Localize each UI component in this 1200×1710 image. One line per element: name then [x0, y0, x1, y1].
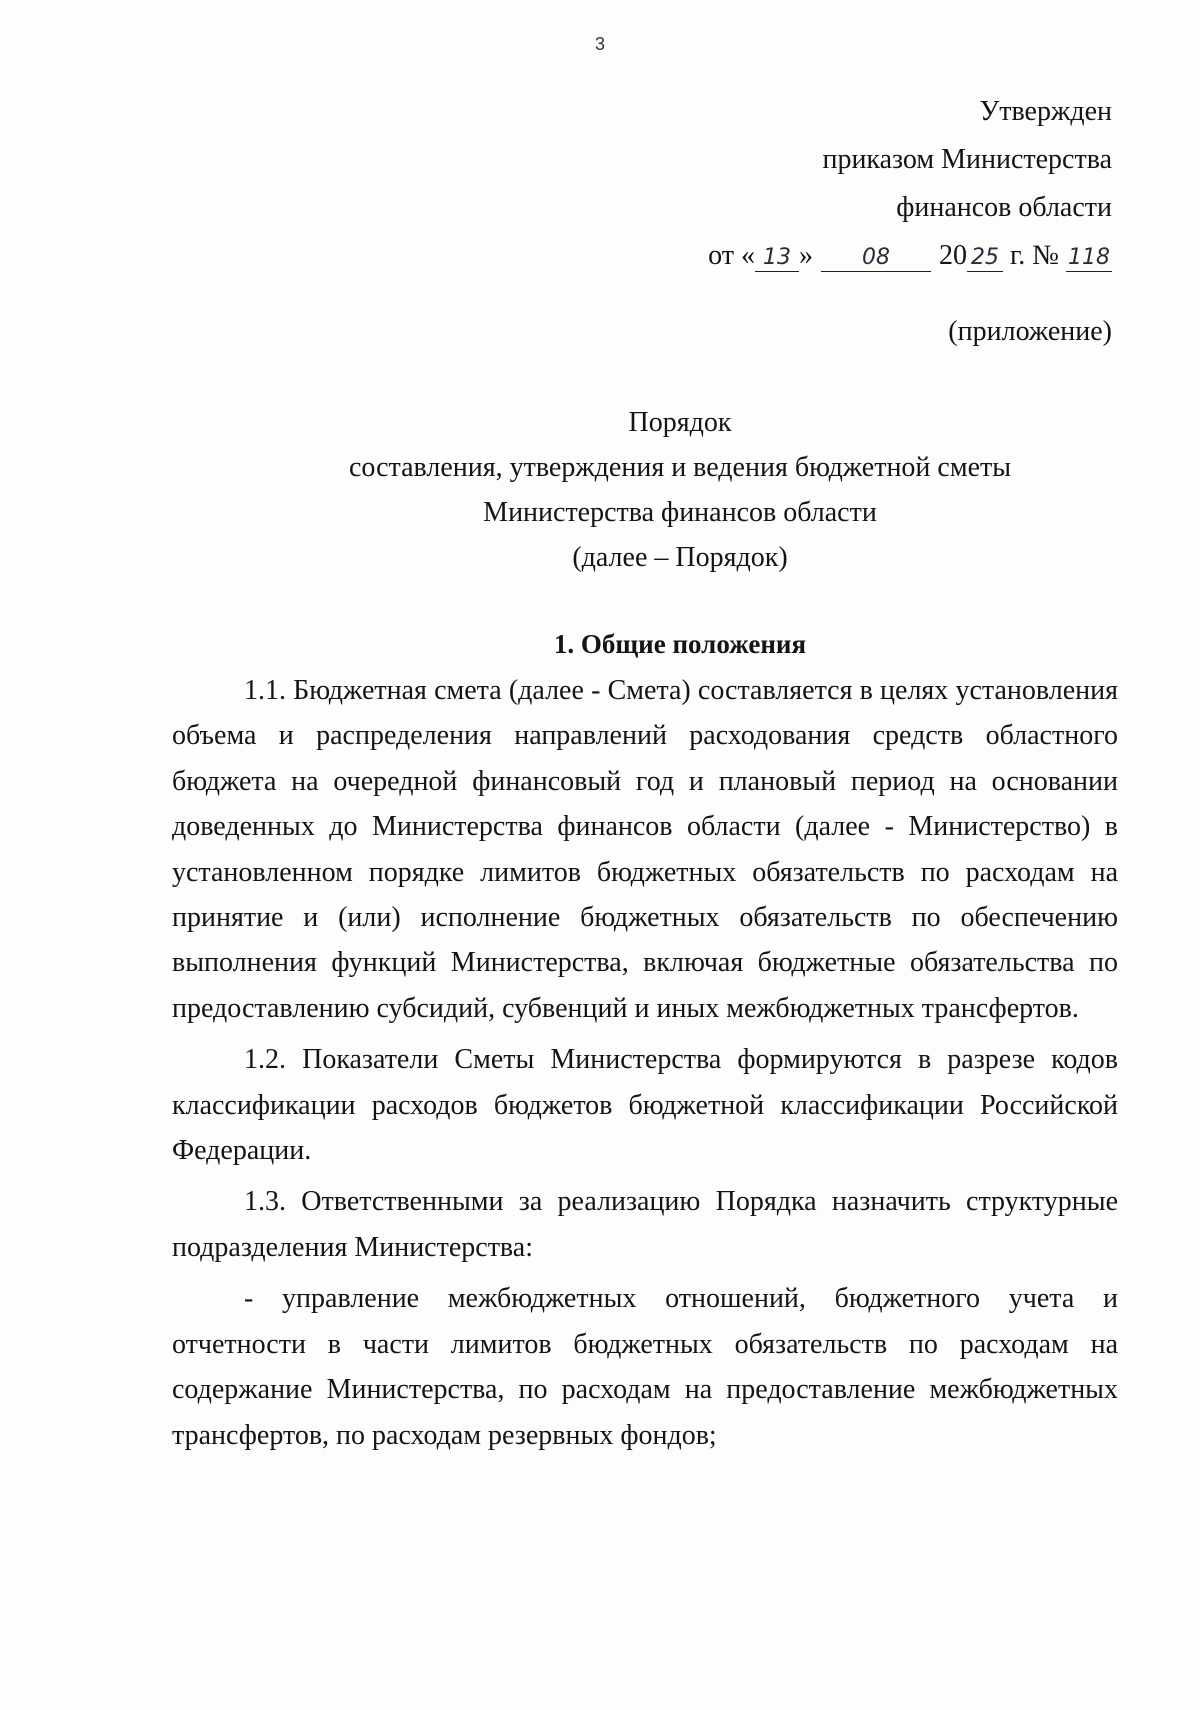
title-line-3: Министерства финансов области — [483, 497, 877, 528]
approval-stamp-block — [512, 88, 1112, 280]
number-prefix: г. № — [1009, 240, 1059, 271]
annex-label: (приложение) — [948, 316, 1112, 347]
section-body — [172, 668, 1118, 1464]
handwritten-month: 08 — [821, 245, 931, 272]
section-heading: 1. Общие положения — [553, 629, 807, 659]
paragraph-1-2: 1.2. Показатели Сметы Министерства формируются в разрезе кодов классификации расходов бюджетов бюджетной классификации Российской Федерации. — [172, 1044, 1118, 1167]
handwritten-day: 13 — [755, 245, 799, 272]
document-title — [120, 400, 1200, 580]
approval-date-line — [512, 232, 1112, 280]
approval-line-approved: Утвержден — [979, 96, 1112, 127]
title-line-4: (далее – Порядок) — [572, 542, 788, 573]
approval-line-order: приказом Министерства — [822, 144, 1112, 175]
approval-line-ministry: финансов области — [896, 192, 1112, 223]
handwritten-order-number: 118 — [1068, 245, 1110, 270]
year-prefix: 20 — [938, 240, 967, 271]
title-line-1: Порядок — [628, 407, 732, 438]
paragraph-list-item: - управление межбюджетных отношений, бюджетного учета и отчетности в части лимитов бюджетных обязательств по расходам на содержание Министерства, по расходам на предоставление межбюджетных трансфертов, по расходам резервных фондов; — [172, 1283, 1118, 1451]
date-prefix: от « — [708, 240, 755, 271]
page-number: 3 — [594, 34, 605, 54]
date-day-suffix: » — [798, 240, 813, 271]
paragraph-1-3: 1.3. Ответственными за реализацию Порядка назначить структурные подразделения Министерства: — [172, 1186, 1118, 1263]
title-line-2: составления, утверждения и ведения бюджетной сметы — [348, 452, 1012, 483]
paragraph-1-1: 1.1. Бюджетная смета (далее - Смета) составляется в целях установления объема и распределения направлений расходования средств областного бюджета на очередной финансовый год и плановый период на основании доведенных до Министерства финансов области (далее - Министерство) в установленном порядке лимитов бюджетных обязательств по расходам на принятие и (или) исполнение бюджетных обязательств по обеспечению выполнения функций Министерства, включая бюджетные обязательства по предоставлению субсидий, субвенций и иных межбюджетных трансфертов. — [172, 675, 1118, 1024]
handwritten-year: 25 — [967, 245, 1003, 272]
